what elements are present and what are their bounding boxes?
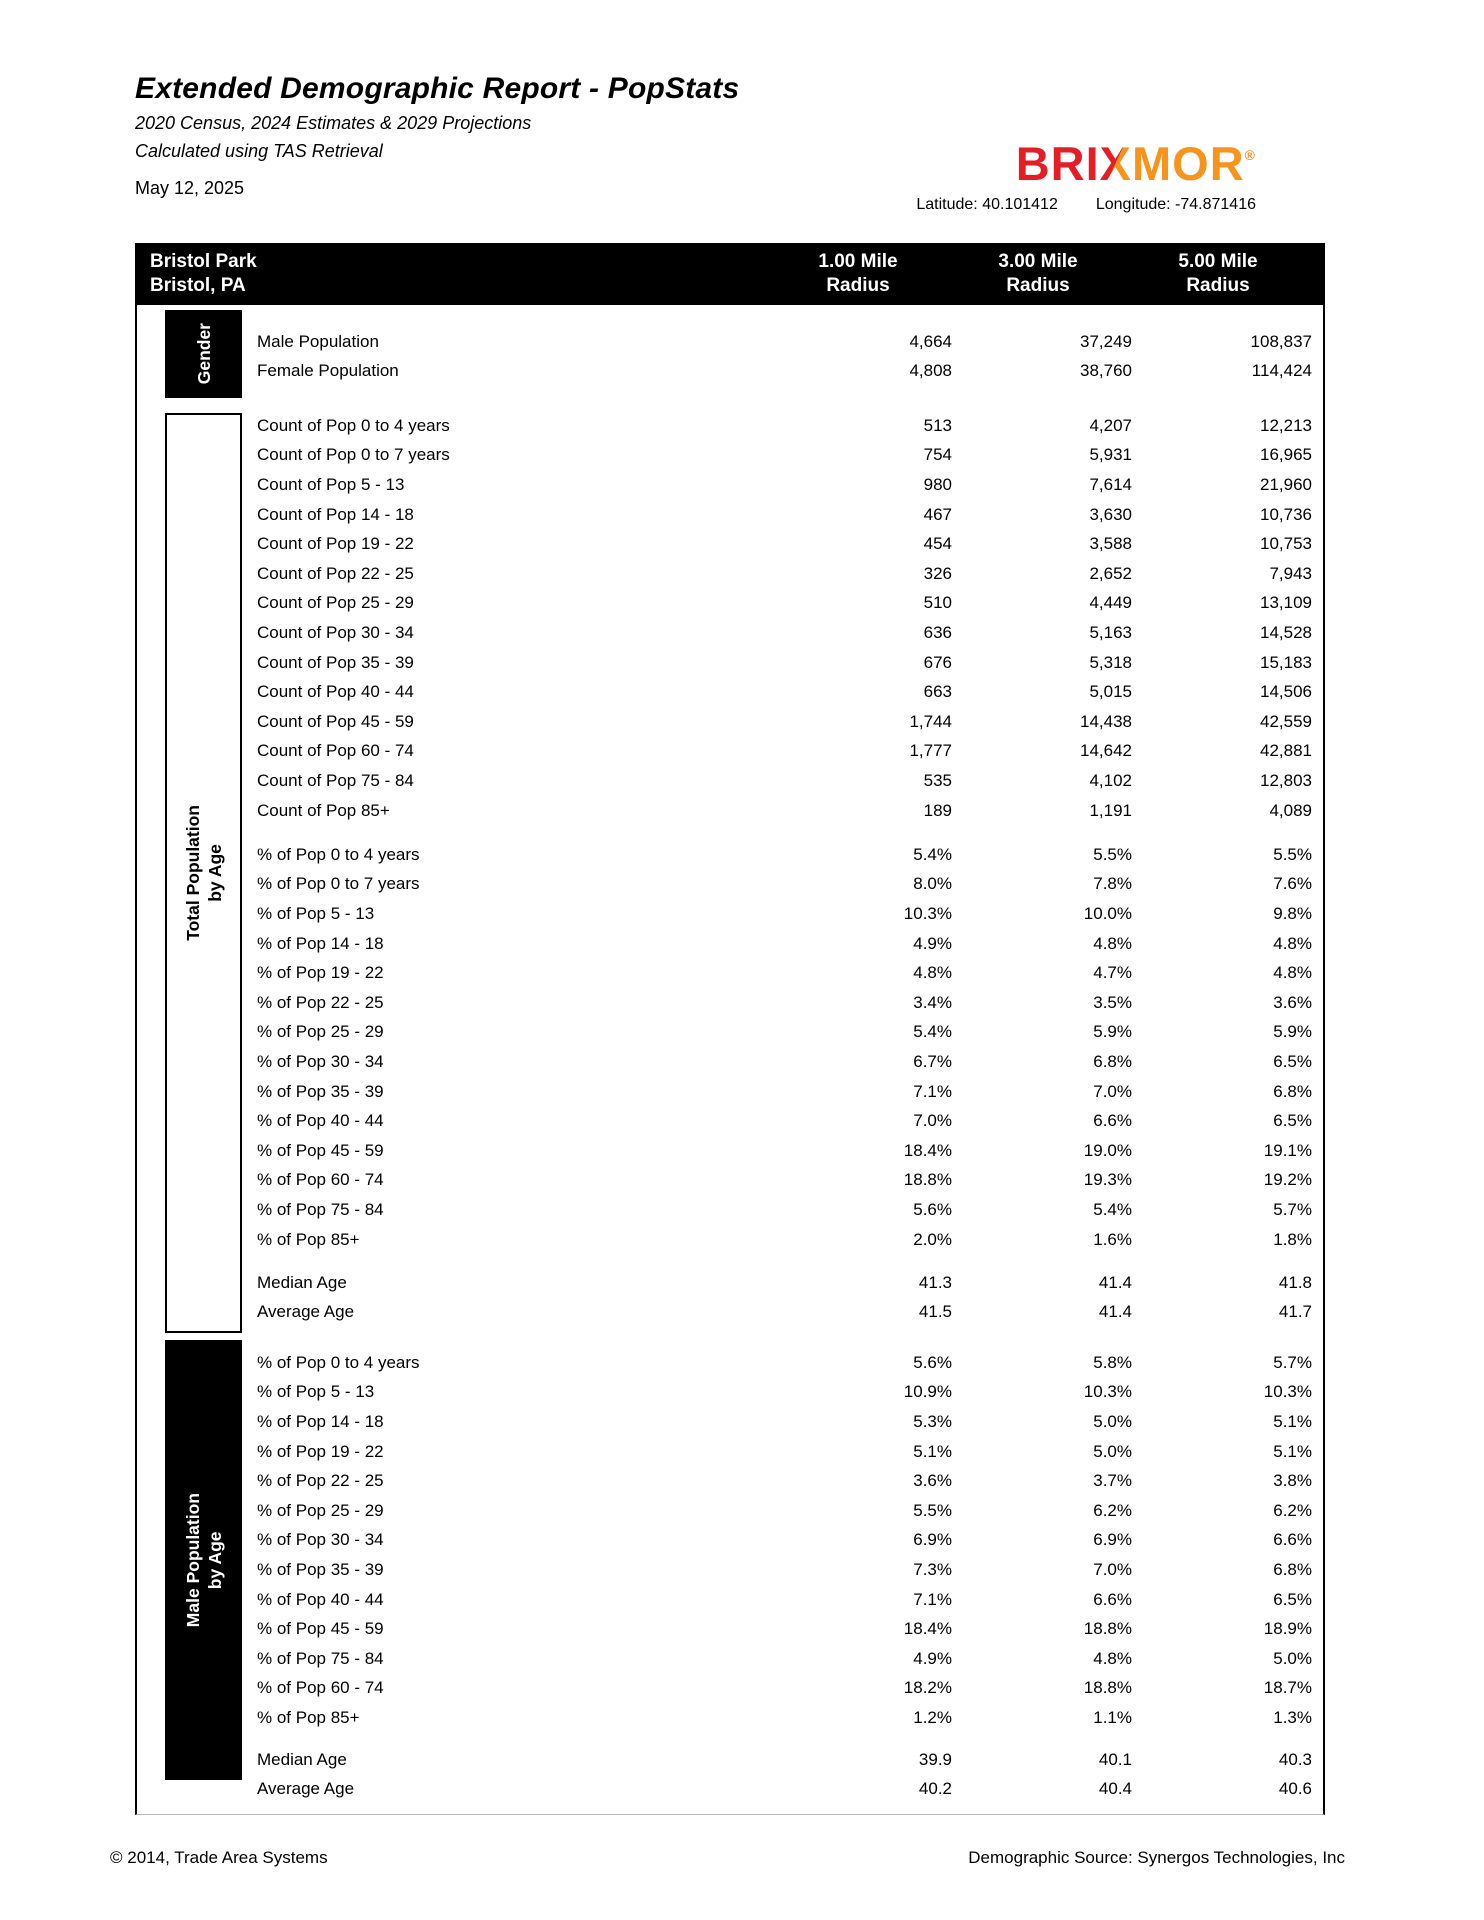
value-1mile: 10.9%	[903, 1382, 952, 1402]
value-1mile: 39.9	[918, 1749, 952, 1769]
value-5mile: 42,559	[1260, 711, 1312, 731]
table-row	[257, 1166, 1312, 1196]
value-3mile: 14,438	[1080, 711, 1132, 731]
value-1mile: 7.0%	[913, 1111, 952, 1131]
value-5mile: 1.3%	[1273, 1707, 1312, 1727]
table-row	[257, 1703, 1312, 1733]
row-label: % of Pop 25 - 29	[257, 1022, 384, 1042]
row-label: % of Pop 40 - 44	[257, 1589, 384, 1609]
value-5mile: 3.8%	[1273, 1471, 1312, 1491]
row-label: % of Pop 45 - 59	[257, 1140, 384, 1160]
value-1mile: 189	[923, 800, 952, 820]
value-5mile: 10,753	[1260, 534, 1312, 554]
value-3mile: 7.0%	[1093, 1081, 1132, 1101]
value-5mile: 1.8%	[1273, 1229, 1312, 1249]
value-1mile: 513	[923, 415, 952, 435]
value-1mile: 467	[923, 504, 952, 524]
row-label: % of Pop 19 - 22	[257, 963, 384, 983]
table-row	[257, 1496, 1312, 1526]
value-5mile: 19.2%	[1263, 1170, 1312, 1190]
page-title: Extended Demographic Report - PopStats	[135, 72, 740, 105]
row-label: Count of Pop 60 - 74	[257, 741, 414, 761]
row-label: Average Age	[257, 1302, 355, 1322]
table-row	[257, 958, 1312, 988]
value-5mile: 6.5%	[1273, 1051, 1312, 1071]
row-label: % of Pop 14 - 18	[257, 933, 384, 953]
value-5mile: 12,803	[1260, 770, 1312, 790]
value-3mile: 1.6%	[1093, 1229, 1132, 1249]
column-header: 3.00 Mile Radius	[998, 251, 1078, 296]
footer-source: Demographic Source: Synergos Technologies, Inc	[968, 1848, 1345, 1867]
value-1mile: 1.2%	[913, 1707, 952, 1727]
value-3mile: 3,630	[1089, 504, 1132, 524]
table-row	[257, 357, 1312, 387]
report-subtitle: 2020 Census, 2024 Estimates & 2029 Projections	[135, 113, 532, 133]
row-label: % of Pop 40 - 44	[257, 1111, 384, 1131]
row-label: % of Pop 75 - 84	[257, 1199, 384, 1219]
value-1mile: 4,664	[909, 331, 952, 351]
row-label: % of Pop 19 - 22	[257, 1441, 384, 1461]
table-row	[257, 929, 1312, 959]
value-5mile: 5.0%	[1273, 1648, 1312, 1668]
value-1mile: 5.4%	[913, 1022, 952, 1042]
table-row	[257, 796, 1312, 826]
table-row	[257, 1466, 1312, 1496]
title-block	[135, 72, 739, 199]
value-3mile: 6.8%	[1093, 1051, 1132, 1071]
value-5mile: 42,881	[1260, 741, 1312, 761]
value-5mile: 5.9%	[1273, 1022, 1312, 1042]
value-3mile: 10.3%	[1083, 1382, 1132, 1402]
value-3mile: 5.0%	[1093, 1441, 1132, 1461]
value-1mile: 6.7%	[913, 1051, 952, 1071]
value-5mile: 108,837	[1250, 331, 1312, 351]
value-1mile: 7.1%	[913, 1081, 952, 1101]
section-label-male-population: Male Population by Age	[165, 1340, 242, 1780]
row-label: % of Pop 0 to 4 years	[257, 844, 420, 864]
value-1mile: 5.1%	[913, 1441, 952, 1461]
row-label: % of Pop 0 to 7 years	[257, 874, 420, 894]
total-population-count-rows	[257, 411, 1312, 825]
value-1mile: 980	[923, 474, 952, 494]
row-label: Count of Pop 14 - 18	[257, 504, 414, 524]
table-row	[257, 1614, 1312, 1644]
row-label: % of Pop 75 - 84	[257, 1648, 384, 1668]
table-row	[257, 1047, 1312, 1077]
table-row	[257, 899, 1312, 929]
value-5mile: 6.2%	[1273, 1500, 1312, 1520]
value-3mile: 4.8%	[1093, 933, 1132, 953]
value-5mile: 4.8%	[1273, 933, 1312, 953]
value-1mile: 663	[923, 682, 952, 702]
table-row	[257, 707, 1312, 737]
row-label: Female Population	[257, 361, 399, 381]
table-row	[257, 840, 1312, 870]
row-label: % of Pop 85+	[257, 1229, 360, 1249]
radius-column-headers	[768, 250, 1308, 298]
row-label: Count of Pop 40 - 44	[257, 682, 414, 702]
value-3mile: 4.7%	[1093, 963, 1132, 983]
value-3mile: 6.6%	[1093, 1589, 1132, 1609]
table-row	[257, 1348, 1312, 1378]
row-label: Count of Pop 22 - 25	[257, 563, 414, 583]
table-row	[257, 1136, 1312, 1166]
coordinates	[916, 196, 1256, 214]
value-1mile: 4.9%	[913, 933, 952, 953]
footer-copyright: © 2014, Trade Area Systems	[110, 1848, 328, 1867]
table-row	[257, 500, 1312, 530]
row-label: % of Pop 60 - 74	[257, 1170, 384, 1190]
value-3mile: 2,652	[1089, 563, 1132, 583]
value-5mile: 3.6%	[1273, 992, 1312, 1012]
row-label: Count of Pop 85+	[257, 800, 390, 820]
table-row	[257, 1298, 1312, 1328]
table-row	[257, 618, 1312, 648]
row-label: % of Pop 30 - 34	[257, 1051, 384, 1071]
row-label: % of Pop 35 - 39	[257, 1081, 384, 1101]
table-row	[257, 1077, 1312, 1107]
value-1mile: 3.4%	[913, 992, 952, 1012]
value-5mile: 7.6%	[1273, 874, 1312, 894]
latitude-value: 40.101412	[982, 196, 1058, 213]
value-5mile: 16,965	[1260, 445, 1312, 465]
table-row	[257, 441, 1312, 471]
value-1mile: 5.4%	[913, 844, 952, 864]
value-5mile: 41.8	[1278, 1272, 1312, 1292]
value-5mile: 14,528	[1260, 622, 1312, 642]
page-footer	[110, 1848, 1345, 1868]
row-label: Count of Pop 19 - 22	[257, 534, 414, 554]
value-1mile: 5.6%	[913, 1199, 952, 1219]
value-3mile: 6.6%	[1093, 1111, 1132, 1131]
table-row	[257, 1555, 1312, 1585]
value-3mile: 4.8%	[1093, 1648, 1132, 1668]
value-5mile: 5.5%	[1273, 844, 1312, 864]
longitude-label: Longitude:	[1095, 196, 1171, 213]
value-3mile: 40.4	[1098, 1779, 1132, 1799]
table-row	[257, 1775, 1312, 1805]
value-1mile: 8.0%	[913, 874, 952, 894]
row-label: Average Age	[257, 1779, 355, 1799]
value-3mile: 38,760	[1080, 361, 1132, 381]
column-header: 1.00 Mile Radius	[818, 251, 898, 296]
table-row	[257, 766, 1312, 796]
value-1mile: 6.9%	[913, 1530, 952, 1550]
row-label: Count of Pop 0 to 7 years	[257, 445, 450, 465]
row-label: Count of Pop 45 - 59	[257, 711, 414, 731]
row-label: Median Age	[257, 1272, 347, 1292]
value-5mile: 4,089	[1269, 800, 1312, 820]
table-row	[257, 1437, 1312, 1467]
value-3mile: 5,318	[1089, 652, 1132, 672]
value-1mile: 7.3%	[913, 1559, 952, 1579]
table-row	[257, 648, 1312, 678]
column-header: 5.00 Mile Radius	[1178, 251, 1258, 296]
total-population-age-rows	[257, 1268, 1312, 1327]
value-5mile: 19.1%	[1263, 1140, 1312, 1160]
value-5mile: 21,960	[1260, 474, 1312, 494]
value-1mile: 18.8%	[903, 1170, 952, 1190]
table-row	[257, 470, 1312, 500]
table-row	[257, 1585, 1312, 1615]
row-label: Count of Pop 5 - 13	[257, 474, 405, 494]
value-1mile: 454	[923, 534, 952, 554]
value-5mile: 41.7	[1278, 1302, 1312, 1322]
value-1mile: 326	[923, 563, 952, 583]
brand-block	[916, 137, 1256, 214]
table-row	[257, 1526, 1312, 1556]
value-1mile: 41.5	[918, 1302, 952, 1322]
value-5mile: 5.1%	[1273, 1411, 1312, 1431]
value-3mile: 19.0%	[1083, 1140, 1132, 1160]
value-3mile: 1.1%	[1093, 1707, 1132, 1727]
section-label-gender: Gender	[165, 310, 242, 398]
value-3mile: 4,207	[1089, 415, 1132, 435]
value-5mile: 5.1%	[1273, 1441, 1312, 1461]
value-5mile: 15,183	[1260, 652, 1312, 672]
row-label: % of Pop 30 - 34	[257, 1530, 384, 1550]
row-label: % of Pop 60 - 74	[257, 1678, 384, 1698]
table-row	[257, 411, 1312, 441]
value-1mile: 18.4%	[903, 1140, 952, 1160]
table-row	[257, 1018, 1312, 1048]
value-5mile: 6.5%	[1273, 1111, 1312, 1131]
value-5mile: 4.8%	[1273, 963, 1312, 983]
row-label: Count of Pop 35 - 39	[257, 652, 414, 672]
male-population-age-rows	[257, 1745, 1312, 1804]
row-label: % of Pop 14 - 18	[257, 1411, 384, 1431]
value-1mile: 40.2	[918, 1779, 952, 1799]
row-label: Median Age	[257, 1749, 347, 1769]
value-3mile: 3,588	[1089, 534, 1132, 554]
value-1mile: 18.2%	[903, 1678, 952, 1698]
value-3mile: 41.4	[1098, 1272, 1132, 1292]
value-5mile: 40.3	[1278, 1749, 1312, 1769]
row-label: % of Pop 5 - 13	[257, 1382, 375, 1402]
value-1mile: 4.9%	[913, 1648, 952, 1668]
value-3mile: 7.0%	[1093, 1559, 1132, 1579]
value-3mile: 5.8%	[1093, 1352, 1132, 1372]
row-label: Count of Pop 25 - 29	[257, 593, 414, 613]
table-row	[257, 1674, 1312, 1704]
value-3mile: 40.1	[1098, 1749, 1132, 1769]
male-population-percent-rows	[257, 1348, 1312, 1733]
table-row	[257, 1378, 1312, 1408]
total-population-percent-rows	[257, 840, 1312, 1254]
value-5mile: 9.8%	[1273, 903, 1312, 923]
value-3mile: 14,642	[1080, 741, 1132, 761]
value-3mile: 18.8%	[1083, 1678, 1132, 1698]
table-row	[257, 1195, 1312, 1225]
value-3mile: 5.9%	[1093, 1022, 1132, 1042]
row-label: % of Pop 45 - 59	[257, 1619, 384, 1639]
value-3mile: 10.0%	[1083, 903, 1132, 923]
value-3mile: 18.8%	[1083, 1619, 1132, 1639]
row-label: % of Pop 22 - 25	[257, 992, 384, 1012]
value-5mile: 10,736	[1260, 504, 1312, 524]
value-1mile: 1,744	[909, 711, 952, 731]
gender-rows	[257, 327, 1312, 386]
row-label: % of Pop 0 to 4 years	[257, 1352, 420, 1372]
table-row	[257, 1644, 1312, 1674]
table-row	[257, 1225, 1312, 1255]
value-5mile: 10.3%	[1263, 1382, 1312, 1402]
value-3mile: 5,163	[1089, 622, 1132, 642]
value-1mile: 535	[923, 770, 952, 790]
value-1mile: 676	[923, 652, 952, 672]
value-5mile: 18.9%	[1263, 1619, 1312, 1639]
value-5mile: 5.7%	[1273, 1352, 1312, 1372]
report-date: May 12, 2025	[135, 178, 245, 198]
row-label: % of Pop 25 - 29	[257, 1500, 384, 1520]
value-3mile: 5,931	[1089, 445, 1132, 465]
value-3mile: 5.4%	[1093, 1199, 1132, 1219]
value-1mile: 7.1%	[913, 1589, 952, 1609]
value-5mile: 5.7%	[1273, 1199, 1312, 1219]
value-3mile: 5,015	[1089, 682, 1132, 702]
table-row	[257, 589, 1312, 619]
row-label: % of Pop 85+	[257, 1707, 360, 1727]
row-label: % of Pop 35 - 39	[257, 1559, 384, 1579]
value-3mile: 41.4	[1098, 1302, 1132, 1322]
value-3mile: 6.2%	[1093, 1500, 1132, 1520]
table-row	[257, 1106, 1312, 1136]
value-1mile: 5.6%	[913, 1352, 952, 1372]
table-row	[257, 1407, 1312, 1437]
table-row	[257, 1745, 1312, 1775]
value-1mile: 4,808	[909, 361, 952, 381]
table-row	[257, 1268, 1312, 1298]
value-3mile: 6.9%	[1093, 1530, 1132, 1550]
value-1mile: 5.5%	[913, 1500, 952, 1520]
value-1mile: 3.6%	[913, 1471, 952, 1491]
value-1mile: 754	[923, 445, 952, 465]
value-3mile: 3.7%	[1093, 1471, 1132, 1491]
row-label: Count of Pop 0 to 4 years	[257, 415, 450, 435]
location-name: Bristol Park Bristol, PA	[150, 251, 257, 296]
value-3mile: 19.3%	[1083, 1170, 1132, 1190]
row-label: % of Pop 5 - 13	[257, 903, 375, 923]
value-5mile: 14,506	[1260, 682, 1312, 702]
table-row	[257, 988, 1312, 1018]
value-5mile: 7,943	[1269, 563, 1312, 583]
row-label: Male Population	[257, 331, 379, 351]
section-label-total-population: Total Population by Age	[165, 413, 242, 1333]
value-5mile: 114,424	[1251, 361, 1312, 381]
value-3mile: 5.5%	[1093, 844, 1132, 864]
value-1mile: 10.3%	[903, 903, 952, 923]
value-1mile: 4.8%	[913, 963, 952, 983]
demographics-table	[135, 243, 1325, 1815]
row-label: % of Pop 22 - 25	[257, 1471, 384, 1491]
table-row	[257, 529, 1312, 559]
value-5mile: 18.7%	[1263, 1678, 1312, 1698]
value-3mile: 1,191	[1089, 800, 1132, 820]
table-row	[257, 327, 1312, 357]
value-1mile: 636	[923, 622, 952, 642]
table-row	[257, 870, 1312, 900]
value-5mile: 6.6%	[1273, 1530, 1312, 1550]
value-5mile: 13,109	[1260, 593, 1312, 613]
value-1mile: 510	[923, 593, 952, 613]
value-5mile: 40.6	[1278, 1779, 1312, 1799]
value-3mile: 4,449	[1089, 593, 1132, 613]
value-3mile: 3.5%	[1093, 992, 1132, 1012]
value-1mile: 5.3%	[913, 1411, 952, 1431]
value-5mile: 6.5%	[1273, 1589, 1312, 1609]
table-row	[257, 559, 1312, 589]
value-1mile: 2.0%	[913, 1229, 952, 1249]
value-3mile: 5.0%	[1093, 1411, 1132, 1431]
value-3mile: 7.8%	[1093, 874, 1132, 894]
value-5mile: 6.8%	[1273, 1559, 1312, 1579]
row-label: Count of Pop 30 - 34	[257, 622, 414, 642]
row-label: Count of Pop 75 - 84	[257, 770, 414, 790]
value-3mile: 4,102	[1089, 770, 1132, 790]
table-row	[257, 737, 1312, 767]
value-5mile: 6.8%	[1273, 1081, 1312, 1101]
value-1mile: 41.3	[918, 1272, 952, 1292]
value-3mile: 7,614	[1089, 474, 1132, 494]
value-5mile: 12,213	[1260, 415, 1312, 435]
value-1mile: 1,777	[909, 741, 952, 761]
brixmor-logo: BRIXMOR®	[1015, 137, 1256, 190]
registered-mark: ®	[1244, 147, 1256, 163]
value-3mile: 37,249	[1080, 331, 1132, 351]
latitude-label: Latitude:	[916, 196, 978, 213]
table-header-bar	[137, 243, 1323, 305]
longitude-value: -74.871416	[1175, 196, 1256, 213]
value-1mile: 18.4%	[903, 1619, 952, 1639]
report-method: Calculated using TAS Retrieval	[135, 141, 383, 161]
table-row	[257, 677, 1312, 707]
